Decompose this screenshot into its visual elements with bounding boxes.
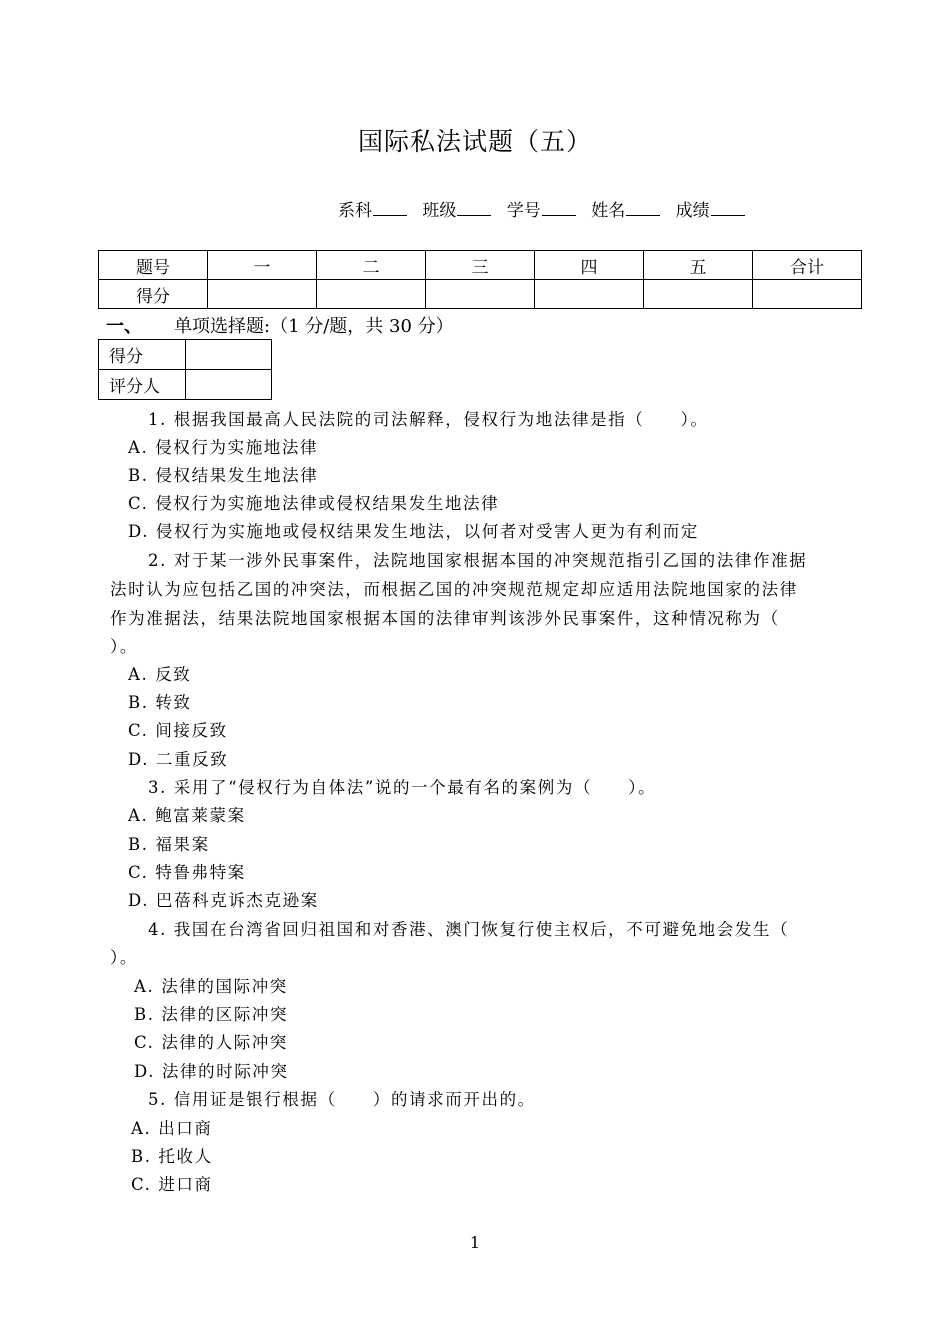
answer-option: A. 出口商 [131, 1119, 213, 1138]
info-field-grade: 成绩 [676, 201, 745, 221]
score-cell [535, 280, 644, 309]
score-cell [753, 280, 862, 309]
section-title: 单项选择题:（1 分/题，共 30 分） [174, 316, 454, 337]
answer-option: C. 进口商 [131, 1175, 213, 1194]
score-header-cell: 五 [644, 251, 753, 280]
score-cell [426, 280, 535, 309]
score-header-cell: 题号 [99, 251, 208, 280]
answer-option: C. 间接反致 [128, 721, 228, 740]
grade-box-grader-cell [186, 370, 272, 400]
blank-line [373, 201, 407, 216]
blank-line [711, 201, 745, 216]
answer-option: C. 法律的人际冲突 [134, 1033, 289, 1052]
answer-option: B. 法律的区际冲突 [134, 1005, 289, 1024]
answer-option: D. 巴蓓科克诉杰克逊案 [128, 891, 319, 910]
score-cell [317, 280, 426, 309]
question-stem: 4. 我国在台湾省回归祖国和对香港、澳门恢复行使主权后，不可避免地会发生（ [148, 920, 790, 939]
score-row-label: 得分 [99, 280, 208, 309]
score-table-header-row [99, 251, 862, 280]
answer-option: D. 法律的时际冲突 [134, 1062, 289, 1081]
score-table [98, 250, 862, 309]
score-table-score-row [99, 280, 862, 309]
question-stem-continued: ）。 [110, 948, 138, 967]
answer-option: C. 特鲁弗特案 [128, 863, 246, 882]
answer-option: D. 二重反致 [128, 750, 229, 769]
question-stem-continued: ）。 [110, 637, 138, 656]
answer-option: B. 托收人 [131, 1147, 213, 1166]
grade-box-grader-label: 评分人 [99, 370, 186, 400]
answer-option: B. 转致 [128, 693, 192, 712]
answer-option: C. 侵权行为实施地法律或侵权结果发生地法律 [128, 494, 500, 513]
info-field-department: 系科 [338, 201, 407, 221]
answer-option: B. 福果案 [128, 835, 210, 854]
blank-line [626, 201, 660, 216]
grade-box-score-cell [186, 340, 272, 370]
section-number: 一、 [106, 316, 142, 337]
answer-option: A. 法律的国际冲突 [134, 977, 288, 996]
answer-option: A. 侵权行为实施地法律 [128, 438, 319, 457]
info-field-name: 姓名 [591, 201, 660, 221]
score-header-cell: 四 [535, 251, 644, 280]
section-heading [106, 312, 454, 338]
exam-title: 国际私法试题（五） [357, 127, 592, 156]
question-stem-continued: 作为准据法，结果法院地国家根据本国的法律审判该涉外民事案件，这种情况称为（ [110, 609, 780, 628]
grade-box-score-label: 得分 [99, 340, 186, 370]
page-number: 1 [469, 1233, 481, 1252]
question-stem-continued: 法时认为应包括乙国的冲突法，而根据乙国的冲突规范规定却应适用法院地国家的法律 [110, 580, 798, 599]
score-header-cell: 二 [317, 251, 426, 280]
answer-option: A. 反致 [128, 665, 192, 684]
info-field-class: 班级 [422, 201, 491, 221]
grade-box [98, 339, 272, 400]
question-stem: 2. 对于某一涉外民事案件，法院地国家根据本国的冲突规范指引乙国的法律作准据 [148, 551, 808, 570]
info-field-student-id: 学号 [507, 201, 576, 221]
question-stem: 3. 采用了“侵权行为自体法”说的一个最有名的案例为（ ）。 [148, 778, 657, 797]
answer-option: A. 鲍富莱蒙案 [128, 806, 246, 825]
score-header-cell: 三 [426, 251, 535, 280]
blank-line [542, 201, 576, 216]
question-stem: 1. 根据我国最高人民法院的司法解释，侵权行为地法律是指（ ）。 [148, 410, 709, 429]
student-info-row [338, 196, 755, 221]
score-header-cell: 合计 [753, 251, 862, 280]
blank-line [457, 201, 491, 216]
answer-option: B. 侵权结果发生地法律 [128, 466, 319, 485]
score-cell [208, 280, 317, 309]
score-header-cell: 一 [208, 251, 317, 280]
score-cell [644, 280, 753, 309]
answer-option: D. 侵权行为实施地或侵权结果发生地法，以何者对受害人更为有利而定 [128, 522, 699, 541]
question-stem: 5. 信用证是银行根据（ ）的请求而开出的。 [148, 1090, 536, 1109]
